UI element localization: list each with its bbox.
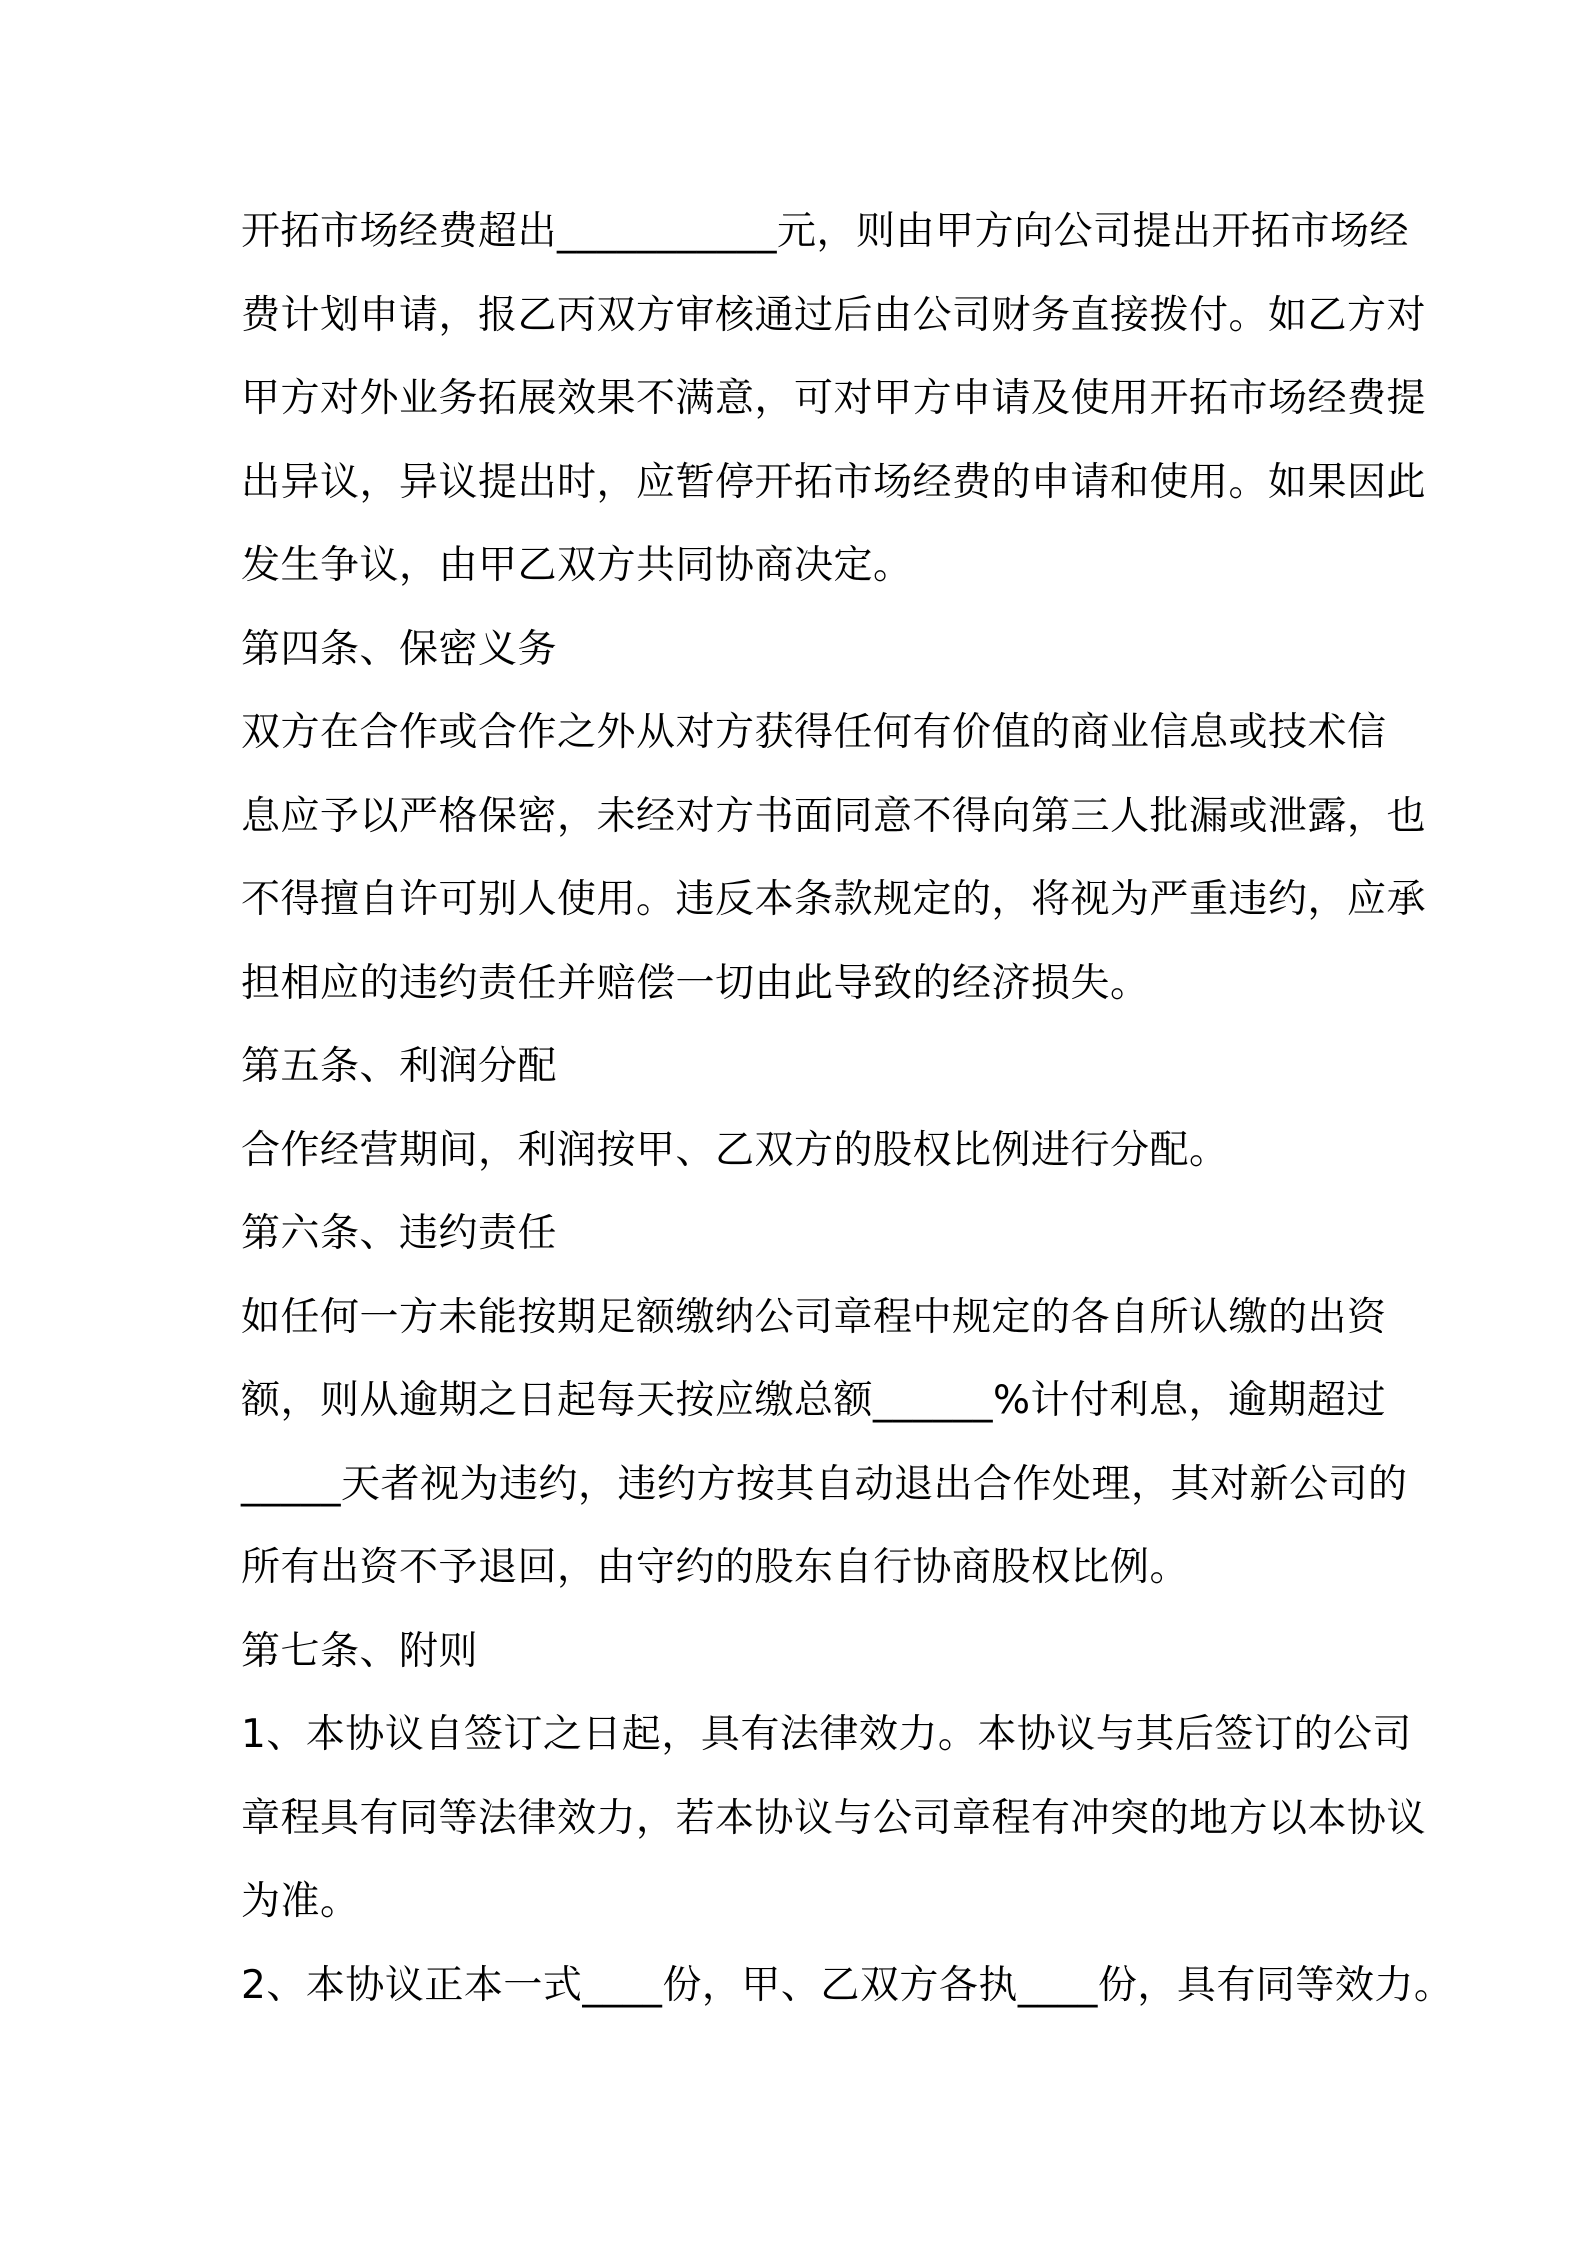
text-line: 额，则从逾期之日起每天按应缴总额______%计付利息，逾期超过 (241, 1378, 1387, 1423)
text-line: 息应予以严格保密，未经对方书面同意不得向第三人批漏或泄露，也 (241, 793, 1427, 839)
text-line: 费计划申请，报乙丙双方审核通过后由公司财务直接拨付。如乙方对 (241, 292, 1427, 338)
section-heading: 第四条、保密义务 (241, 626, 558, 672)
text-line: 不得擅自许可别人使用。违反本条款规定的，将视为严重违约，应承 (241, 877, 1427, 922)
text-line: 开拓市场经费超出___________元，则由甲方向公司提出开拓市场经 (241, 209, 1410, 254)
document-page (241, 190, 1454, 2027)
text-line: 1、本协议自签订之日起，具有法律效力。本协议与其后签订的公司 (241, 1712, 1412, 1757)
text-line: 为准。 (241, 1879, 360, 1924)
section-heading: 第五条、利润分配 (241, 1044, 558, 1089)
text-line: 担相应的违约责任并赔偿一切由此导致的经济损失。 (241, 960, 1150, 1006)
text-line: 章程具有同等法律效力，若本协议与公司章程有冲突的地方以本协议 (241, 1795, 1427, 1841)
text-line: _____天者视为违约，违约方按其自动退出合作处理，其对新公司的 (241, 1461, 1408, 1507)
text-line: 发生争议，由甲乙双方共同协商决定。 (241, 543, 913, 588)
text-line: 2、本协议正本一式____份，甲、乙双方各执____份，具有同等效力。 (241, 1962, 1454, 2008)
text-line: 甲方对外业务拓展效果不满意，可对甲方申请及使用开拓市场经费提 (241, 376, 1427, 421)
text-line: 如任何一方未能按期足额缴纳公司章程中规定的各自所认缴的出资 (241, 1294, 1387, 1340)
text-line: 双方在合作或合作之外从对方获得任何有价值的商业信息或技术信 (241, 710, 1387, 755)
text-line: 合作经营期间，利润按甲、乙双方的股权比例进行分配。 (241, 1127, 1229, 1173)
section-heading: 第七条、附则 (241, 1628, 479, 1674)
text-line: 所有出资不予退回，由守约的股东自行协商股权比例。 (241, 1545, 1190, 1590)
section-heading: 第六条、违约责任 (241, 1211, 558, 1256)
text-line: 出异议，异议提出时，应暂停开拓市场经费的申请和使用。如果因此 (241, 459, 1427, 505)
